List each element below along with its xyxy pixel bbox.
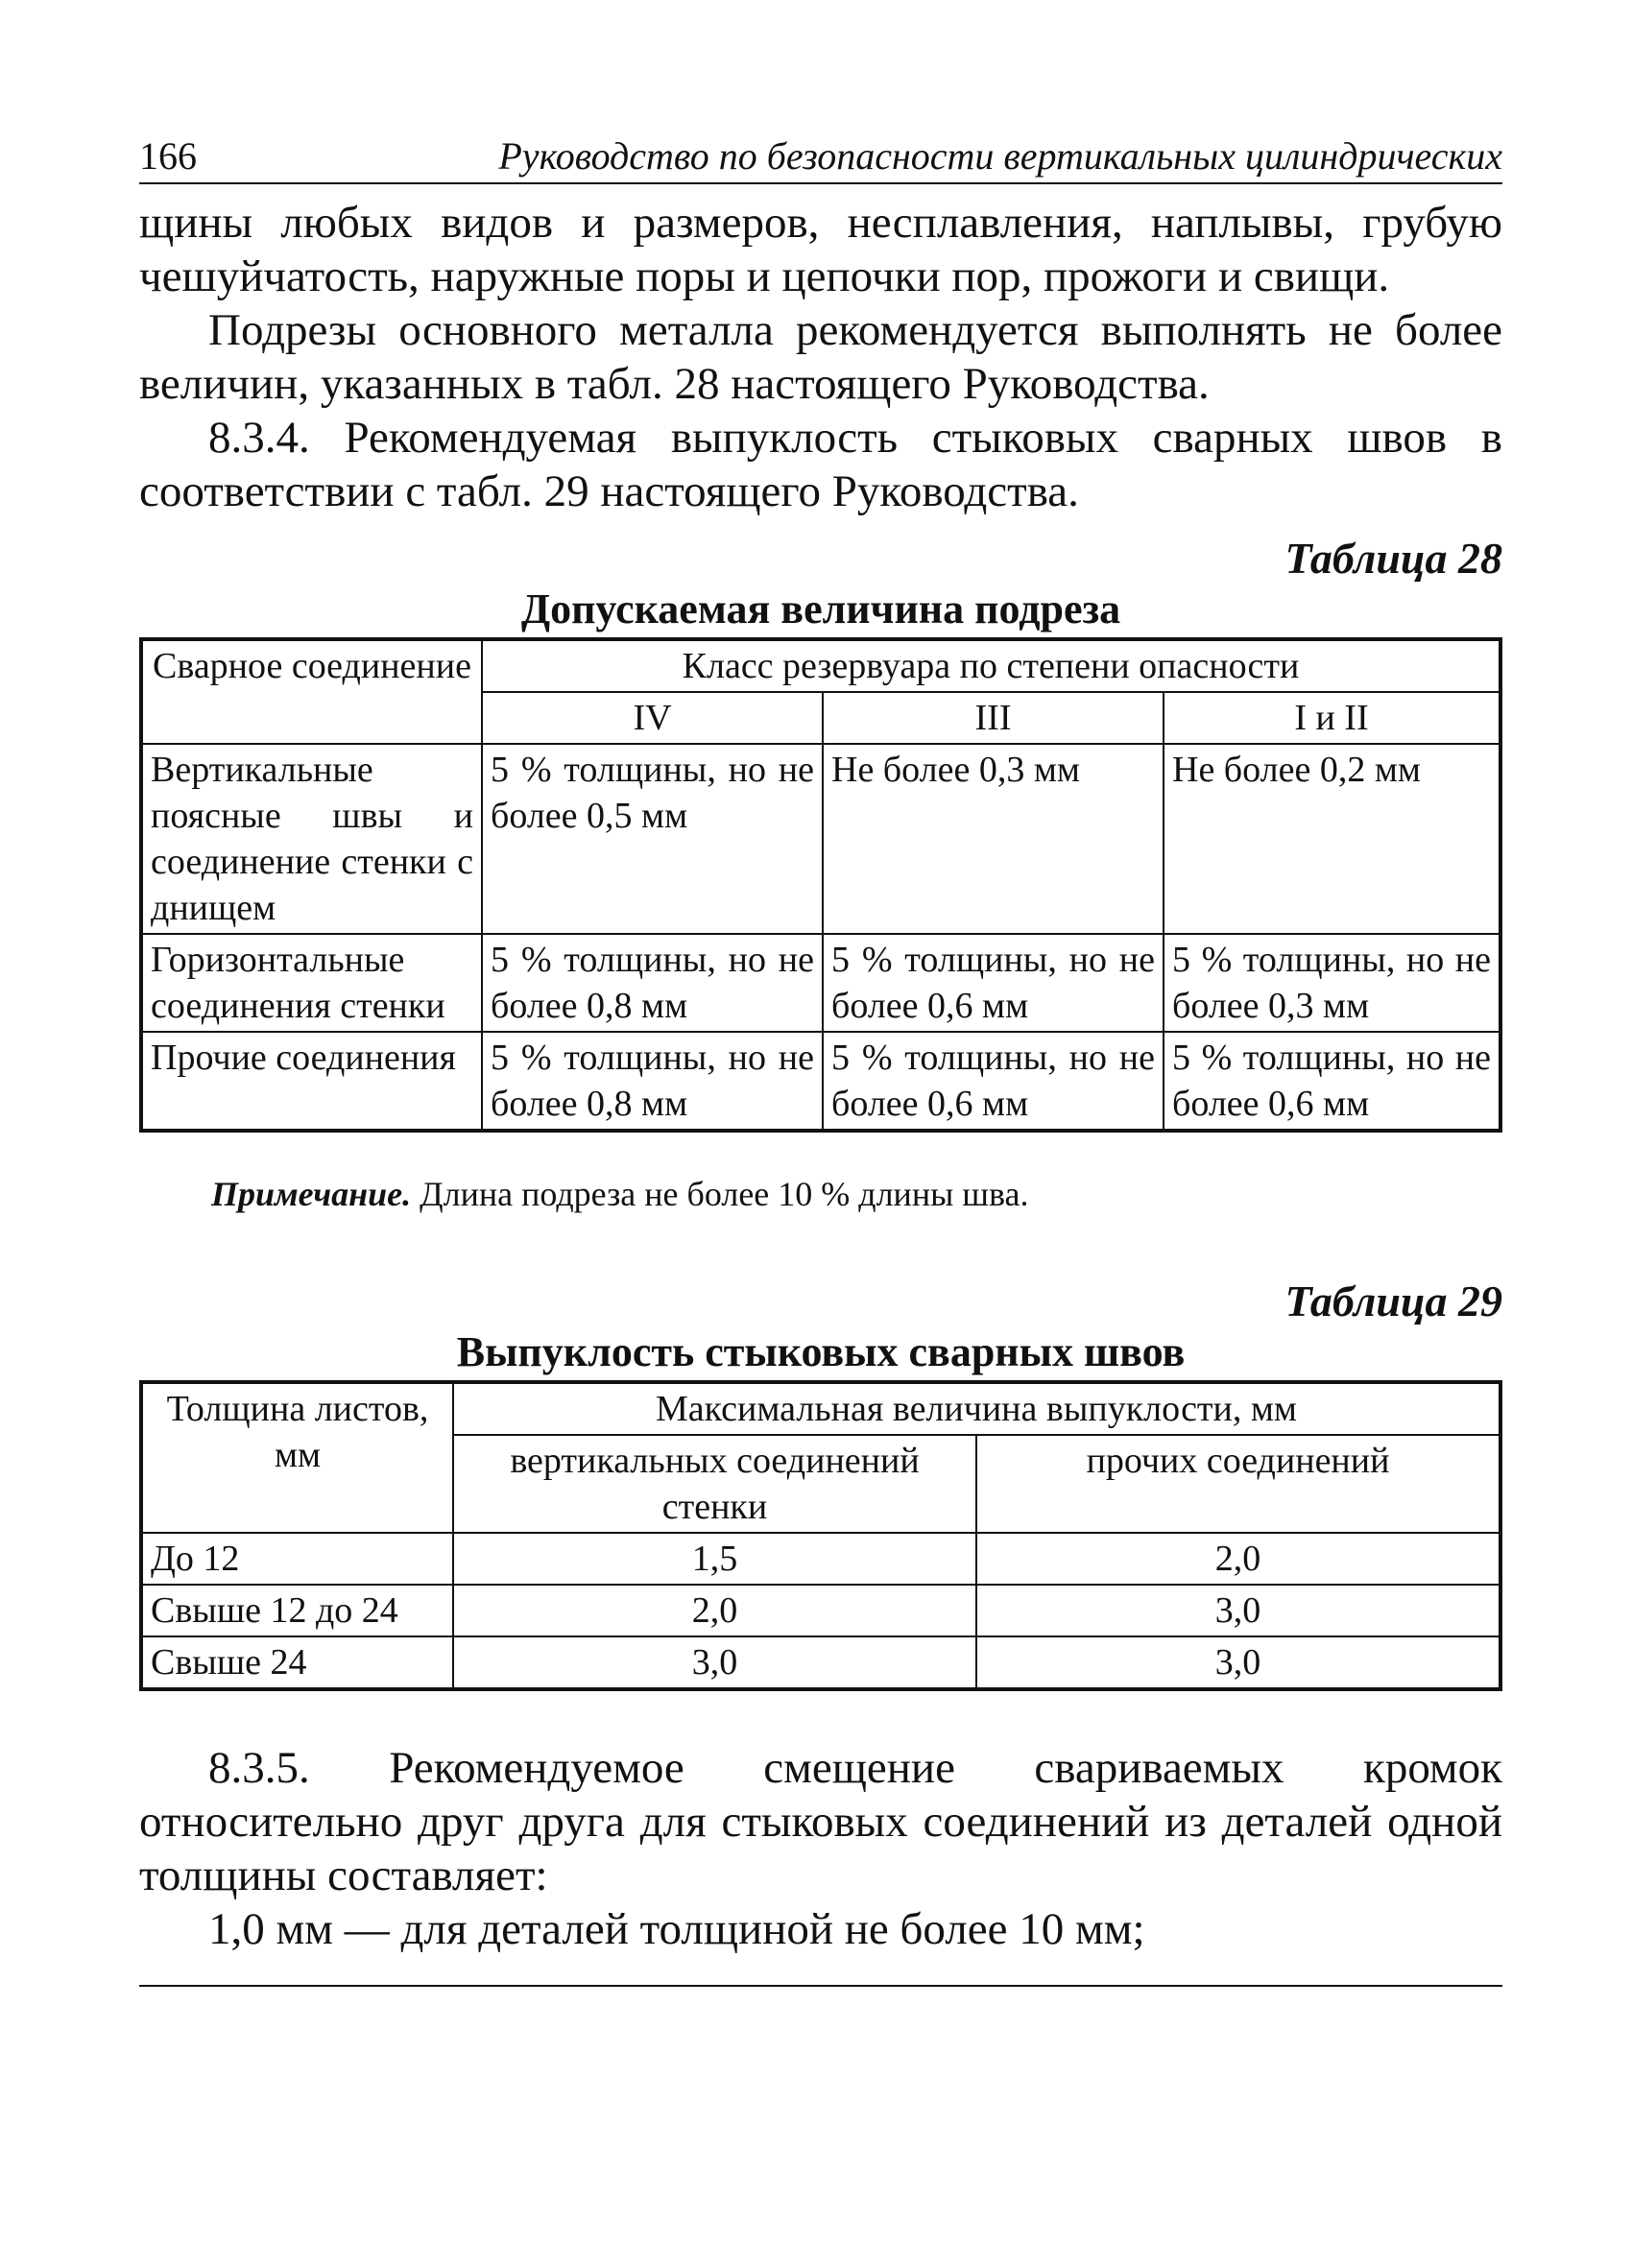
paragraph-offset-10mm: 1,0 мм — для деталей толщиной не более 10 мм; xyxy=(208,1904,1145,1954)
table-28-class-i-ii: I и II xyxy=(1164,692,1500,744)
table-row xyxy=(141,1533,1500,1585)
table-cell: 5 % толщины, но не более 0,8 мм xyxy=(482,1032,823,1131)
table-row xyxy=(141,934,1500,1032)
table-cell: 5 % толщины, но не более 0,8 мм xyxy=(482,934,823,1032)
table-cell: 2,0 xyxy=(976,1533,1500,1585)
table-cell: 1,5 xyxy=(453,1533,976,1585)
table-28-header-joint: Сварное соединение xyxy=(141,639,482,744)
table-29 xyxy=(139,1380,1502,1691)
body-text-top xyxy=(139,196,1502,518)
table-row xyxy=(141,1032,1500,1131)
paragraph-undercut: Подрезы основного металла рекомендуется выполнять не более величин, указанных в табл. 28 настоящего Руководства. xyxy=(139,305,1502,409)
note-label: Примечание. xyxy=(211,1175,412,1213)
table-cell: Горизонтальные соединения стенки xyxy=(141,934,482,1032)
table-row xyxy=(141,1636,1500,1689)
table-29-header-other: прочих соединений xyxy=(976,1435,1500,1533)
page xyxy=(139,125,1502,1987)
table-cell: Свыше 12 до 24 xyxy=(141,1585,453,1636)
table-cell: Свыше 24 xyxy=(141,1636,453,1689)
table-cell: 5 % толщины, но не более 0,3 мм xyxy=(1164,934,1500,1032)
table-cell: До 12 xyxy=(141,1533,453,1585)
table-cell: 3,0 xyxy=(453,1636,976,1689)
table-cell: Не более 0,3 мм xyxy=(823,744,1164,934)
table-28-class-iii: III xyxy=(823,692,1164,744)
table-29-header-max: Максимальная величина выпуклости, мм xyxy=(453,1382,1500,1435)
running-head xyxy=(139,125,1502,184)
paragraph-continuation: щины любых видов и размеров, несплавления, наплывы, грубую чешуйчатость, наружные поры и цепочки пор, прожоги и свищи. xyxy=(139,198,1502,301)
bottom-rule xyxy=(139,1985,1502,1987)
page-number: 166 xyxy=(139,134,197,178)
table-29-label: Таблица 29 xyxy=(1284,1277,1502,1325)
table-cell: 5 % толщины, но не более 0,6 мм xyxy=(823,1032,1164,1131)
note-text: Длина подреза не более 10 % длины шва. xyxy=(411,1175,1029,1213)
table-row xyxy=(141,1585,1500,1636)
table-cell: Вертикальные поясные швы и соединение стенки с днищем xyxy=(141,744,482,934)
table-29-header-vertical: вертикальных соединений стенки xyxy=(453,1435,976,1533)
table-28-class-iv: IV xyxy=(482,692,823,744)
table-28-header-class: Класс резервуара по степени опасности xyxy=(482,639,1500,692)
paragraph-8-3-5: 8.3.5. Рекомендуемое смещение свариваемых кромок относительно друг друга для стыковых соединений из деталей одной толщины составляет: xyxy=(139,1743,1502,1900)
body-text-bottom xyxy=(139,1741,1502,1956)
table-cell: 2,0 xyxy=(453,1585,976,1636)
table-cell: 5 % толщины, но не более 0,5 мм xyxy=(482,744,823,934)
table-row xyxy=(141,744,1500,934)
table-28 xyxy=(139,637,1502,1133)
paragraph-8-3-4: 8.3.4. Рекомендуемая выпуклость стыковых сварных швов в соответствии с табл. 29 настоящего Руководства. xyxy=(139,413,1502,516)
table-28-label: Таблица 28 xyxy=(1284,534,1502,583)
table-cell: 3,0 xyxy=(976,1585,1500,1636)
table-29-header-thickness: Толщина листов, мм xyxy=(141,1382,453,1533)
table-cell: 5 % толщины, но не более 0,6 мм xyxy=(823,934,1164,1032)
table-cell: Не более 0,2 мм xyxy=(1164,744,1500,934)
running-title: Руководство по безопасности вертикальных цилиндрических xyxy=(498,134,1502,178)
table-cell: Прочие соединения xyxy=(141,1032,482,1131)
table-29-title: Выпуклость стыковых сварных швов xyxy=(456,1328,1186,1375)
table-cell: 5 % толщины, но не более 0,6 мм xyxy=(1164,1032,1500,1131)
table-cell: 3,0 xyxy=(976,1636,1500,1689)
table-28-note xyxy=(211,1171,1502,1217)
table-28-title: Допускаемая величина подреза xyxy=(520,585,1121,633)
